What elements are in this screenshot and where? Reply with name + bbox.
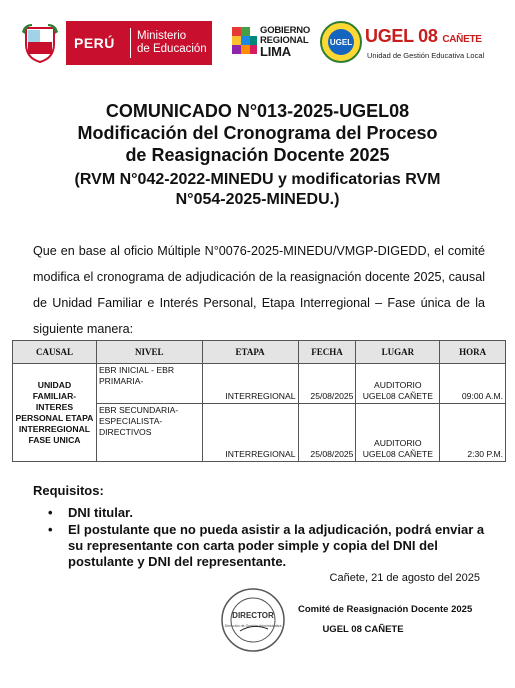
col-header-nivel: NIVEL <box>96 341 202 364</box>
fecha-cell: 25/08/2025 <box>298 404 356 462</box>
signature-committee: Comité de Reasignación Docente 2025 <box>298 604 473 615</box>
col-header-hora: HORA <box>440 341 506 364</box>
lugar-cell: AUDITORIO UGEL08 CAÑETE <box>356 404 440 462</box>
signature-ugel: UGEL 08 CAÑETE <box>322 624 404 635</box>
ugel-badge-icon <box>320 20 362 64</box>
col-header-etapa: ETAPA <box>202 341 298 364</box>
document-title <box>0 100 515 210</box>
hora-cell: 2:30 P.M. <box>440 404 506 462</box>
nivel-cell: EBR SECUNDARIA- ESPECIALISTA- DIRECTIVOS <box>96 404 202 462</box>
col-header-lugar: LUGAR <box>356 341 440 364</box>
causal-cell: UNIDAD FAMILIAR- INTERES PERSONAL ETAPA INTERREGIONAL FASE UNICA <box>13 364 97 462</box>
etapa-cell: INTERREGIONAL <box>202 404 298 462</box>
ugel-badge-text: UGEL <box>329 38 353 47</box>
peru-label: PERÚ <box>74 35 115 51</box>
title-line-4: (RVM N°042-2022-MINEDU y modificatorias RVM <box>74 171 441 188</box>
requirements-list <box>48 505 488 571</box>
title-line-5: N°054-2025-MINEDU.) <box>175 191 340 208</box>
etapa-cell: INTERREGIONAL <box>202 364 298 404</box>
table-row <box>13 364 506 404</box>
director-seal-stamp-icon <box>220 587 286 653</box>
col-header-fecha: FECHA <box>298 341 356 364</box>
lugar-cell: AUDITORIO UGEL08 CAÑETE <box>356 364 440 404</box>
seal-subtitle: Dirección de Gestión Administrativa <box>224 624 282 628</box>
ministry-name: Ministerio de Educación <box>137 30 207 55</box>
list-item: • DNI titular. <box>48 505 134 520</box>
requirements-heading: Requisitos: <box>33 483 104 498</box>
nivel-cell: EBR INICIAL - EBR PRIMARIA- <box>96 364 202 404</box>
schedule-table <box>12 340 506 462</box>
list-item: • El postulante que no pueda asistir a la adjudicación, podrá enviar a su representante con carta poder simple y copia del DNI del postulante y DNI del representante. <box>48 522 485 569</box>
document-date: Cañete, 21 de agosto del 2025 <box>329 572 480 584</box>
intro-paragraph: Que en base al oficio Múltiple N°0076-2025-MINEDU/VMGP-DIGEDD, el comité modifica el cronograma de adjudicación de la reasignación docente 2025, causal de Unidad Familiar e Interés Personal, Etapa Interregional – Fase única de la siguiente manera: <box>33 244 485 336</box>
title-line-2: Modificación del Cronograma del Proceso <box>77 123 438 143</box>
logo-divider <box>130 28 131 58</box>
title-line-1: COMUNICADO N°013-2025-UGEL08 <box>105 101 410 121</box>
bullet-icon: • <box>48 505 53 520</box>
peru-coat-of-arms-icon <box>22 22 58 64</box>
seal-title: DIRECTOR <box>232 611 274 620</box>
fecha-cell: 25/08/2025 <box>298 364 356 404</box>
ugel-title: UGEL 08 CAÑETE <box>365 26 482 46</box>
table-header-row <box>13 341 506 364</box>
gobierno-regional-text: GOBIERNO REGIONAL LIMA <box>260 25 311 59</box>
ugel-subtitle: Unidad de Gestión Educativa Local <box>367 51 485 60</box>
ministry-logo <box>66 21 212 65</box>
col-header-causal: CAUSAL <box>13 341 97 364</box>
hora-cell: 09:00 A.M. <box>440 364 506 404</box>
bullet-icon: • <box>48 522 53 537</box>
title-line-3: de Reasignación Docente 2025 <box>125 145 390 165</box>
